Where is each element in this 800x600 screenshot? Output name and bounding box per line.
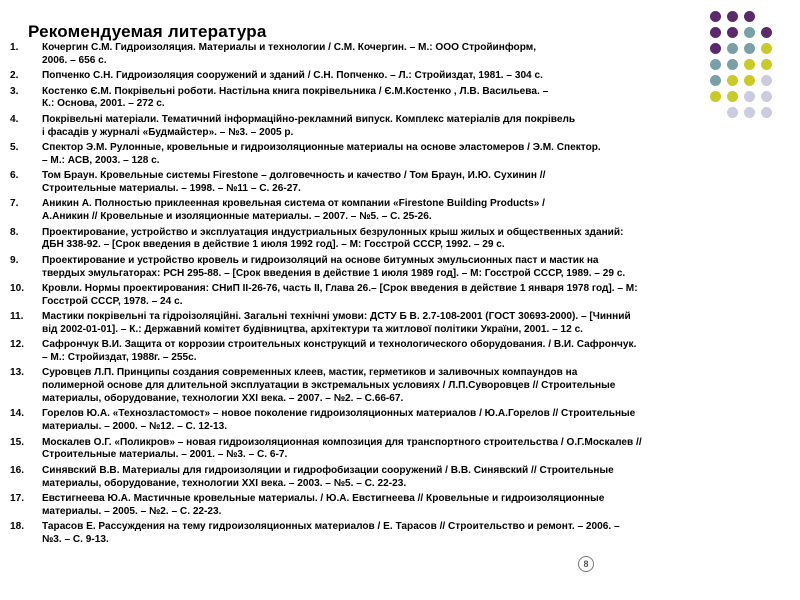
reference-number: 6. (10, 170, 19, 182)
decorative-dot (744, 11, 755, 22)
reference-item (6, 465, 786, 491)
decorative-dot (744, 91, 755, 102)
decorative-dot (761, 43, 772, 54)
reference-text: Покрівельні матеріали. Тематичний інформаційно-рекламний випуск. Комплекс матеріалів для покрівель і фасадів у журналі «Будмайстер». – №3. – 2005 р. (42, 113, 576, 138)
reference-text: Кровли. Нормы проектирования: СНиП II-26-76, часть II, Глава 26.– [Срок введения в действие 1 января 1978 год]. – М: Госстрой СССР, 1978. – 24 с. (42, 282, 638, 307)
reference-item (6, 70, 786, 83)
reference-text: Кочергин С.М. Гидроизоляция. Материалы и технологии / С.М. Кочергин. – М.: ООО Стройинформ, 2006. – 656 с. (42, 42, 537, 66)
reference-number: 18. (10, 521, 25, 533)
decorative-dot (710, 107, 721, 118)
reference-text: Аникин А. Полностью приклеенная кровельная система от компании «Firestone Building Products» / А.Аникин // Кровельные и изоляционные материалы. – 2007. – №5. – С. 25-26. (42, 198, 545, 223)
page-number-badge: 8 (578, 556, 594, 572)
reference-item (6, 493, 786, 519)
reference-item (6, 255, 786, 281)
decorative-dot (710, 11, 721, 22)
reference-item (6, 339, 786, 365)
reference-text: Попченко С.Н. Гидроизоляция сооружений и зданий / С.Н. Попченко. – Л.: Стройиздат, 1981. – 304 с. (42, 70, 543, 82)
decorative-dot (761, 91, 772, 102)
reference-list (6, 42, 786, 549)
reference-text: Спектор Э.М. Рулонные, кровельные и гидроизоляционные материалы на основе эластомеров / Э.М. Спектор. – М.: АСВ, 2003. – 128 с. (42, 141, 601, 166)
reference-text: Проектирование и устройство кровель и гидроизоляций на основе битумных эмульсионных паст и мастик на твердых эмульгаторах: РСН 295-88. – [Срок введения в действие 1 июля 1989 год]. – М: Госстрой СССР, 1989. – 29 с. (42, 254, 626, 279)
decorative-dot (761, 11, 772, 22)
reference-item (6, 86, 786, 112)
decorative-dot (761, 27, 772, 38)
reference-item (6, 283, 786, 309)
reference-item (6, 170, 786, 196)
decorative-dot (761, 107, 772, 118)
reference-number: 12. (10, 339, 25, 351)
decorative-dot (744, 75, 755, 86)
decorative-dot (727, 91, 738, 102)
reference-text: Москалев О.Г. «Поликров» – новая гидроизоляционная композиция для транспортного строительства / О.Г.Москалев // Строительные материалы. – 2001. – №3. – С. 6-7. (42, 436, 642, 461)
reference-text: Сафрончук В.И. Защита от коррозии строительных конструкций и технологического оборудования. / В.И. Сафрончук. – М.: Стройиздат, 1988г. – 255с. (42, 339, 637, 364)
decorative-dot (727, 75, 738, 86)
decorative-dot (710, 91, 721, 102)
reference-item (6, 142, 786, 168)
reference-text: Тарасов Е. Рассуждения на тему гидроизоляционных материалов / Е. Тарасов // Строительство и ремонт. – 2006. – №3. – С. 9-13. (42, 521, 620, 545)
decorative-dot (710, 59, 721, 70)
reference-text: Суровцев Л.П. Принципы создания современных клеев, мастик, герметиков и заливочных компаундов на полимерной основе для длительной эксплуатации в экстремальных условиях / Л.П.Суворовцев // Строительные материалы, оборудование, технологии XXI века. – 2007. – №2. – С.66-67. (42, 367, 616, 405)
decorative-dot (744, 59, 755, 70)
reference-number: 1. (10, 42, 19, 53)
decorative-dot (761, 59, 772, 70)
decorative-dot (727, 27, 738, 38)
reference-number: 11. (10, 311, 24, 323)
decorative-dot (761, 75, 772, 86)
reference-text: Синявский В.В. Материалы для гидроизоляции и гидрофобизации сооружений / В.В. Синявский // Строительные материалы, оборудование, технологии XXI века. – 2003. – №5. – С. 22-23. (42, 464, 614, 489)
decorative-dot (710, 43, 721, 54)
decorative-dot (744, 107, 755, 118)
reference-number: 15. (10, 436, 25, 448)
reference-item (6, 114, 786, 140)
reference-item (6, 521, 786, 547)
reference-number: 2. (10, 70, 19, 82)
reference-number: 3. (10, 85, 19, 97)
reference-item (6, 42, 786, 68)
reference-text: Мастики покрівельні та гідроізоляційні. Загальні технічні умови: ДСТУ Б В. 2.7-108-2001 (ГОСТ 30693-2000). – [Чинний від 2002-01-01]. – К.: Державний комітет будівництва, архітектури та житлової політики України, 2001. – 12 с. (42, 311, 631, 335)
reference-text: Проектирование, устройство и эксплуатация индустриальных безрулонных крыш жилых и общественных зданий: ДБН 338-92. – [Срок введения в действие 1 июля 1992 год]. – М: Госстрой СССР, 1992. – 29 с. (42, 226, 624, 251)
reference-number: 8. (10, 226, 19, 238)
decorative-dot (727, 59, 738, 70)
reference-number: 14. (10, 408, 25, 420)
reference-item (6, 198, 786, 224)
decorative-dot-pattern (710, 11, 772, 118)
reference-item (6, 311, 786, 337)
reference-item (6, 437, 786, 463)
decorative-dot (710, 27, 721, 38)
decorative-dot (727, 107, 738, 118)
reference-text: Том Браун. Кровельные системы Firestone – долговечность и качество / Том Браун, И.Ю. Сухинин // Строительные материалы. – 1998. – №11 – С. 26-27. (42, 170, 546, 194)
reference-number: 5. (10, 141, 19, 153)
reference-number: 4. (10, 113, 19, 125)
reference-number: 7. (10, 198, 19, 210)
reference-item (6, 408, 786, 434)
decorative-dot (727, 43, 738, 54)
reference-item (6, 227, 786, 253)
decorative-dot (727, 11, 738, 22)
reference-item (6, 367, 786, 405)
reference-number: 16. (10, 464, 25, 476)
reference-text: Костенко Є.М. Покрівельні роботи. Настільна книга покрівельника / Є.М.Костенко , Л.В. Васильева. – К.: Основа, 2001. – 272 с. (42, 85, 549, 110)
decorative-dot (710, 75, 721, 86)
reference-number: 13. (10, 367, 25, 379)
reference-number: 9. (10, 254, 19, 266)
decorative-dot (744, 43, 755, 54)
reference-number: 10. (10, 282, 25, 294)
reference-number: 17. (10, 493, 25, 504)
reference-text: Горелов Ю.А. «Технозластомост» – новое поколение гидроизоляционных материалов / Ю.А.Горелов // Строительные материалы. – 2000. – №12. – С. 12-13. (42, 408, 636, 433)
decorative-dot (744, 27, 755, 38)
slide-title: Рекомендуемая литература (28, 22, 267, 41)
reference-text: Евстигнеева Ю.А. Мастичные кровельные материалы. / Ю.А. Евстигнеева // Кровельные и гидроизоляционные материалы. – 2005. – №2. – С. 22-23. (42, 493, 605, 517)
